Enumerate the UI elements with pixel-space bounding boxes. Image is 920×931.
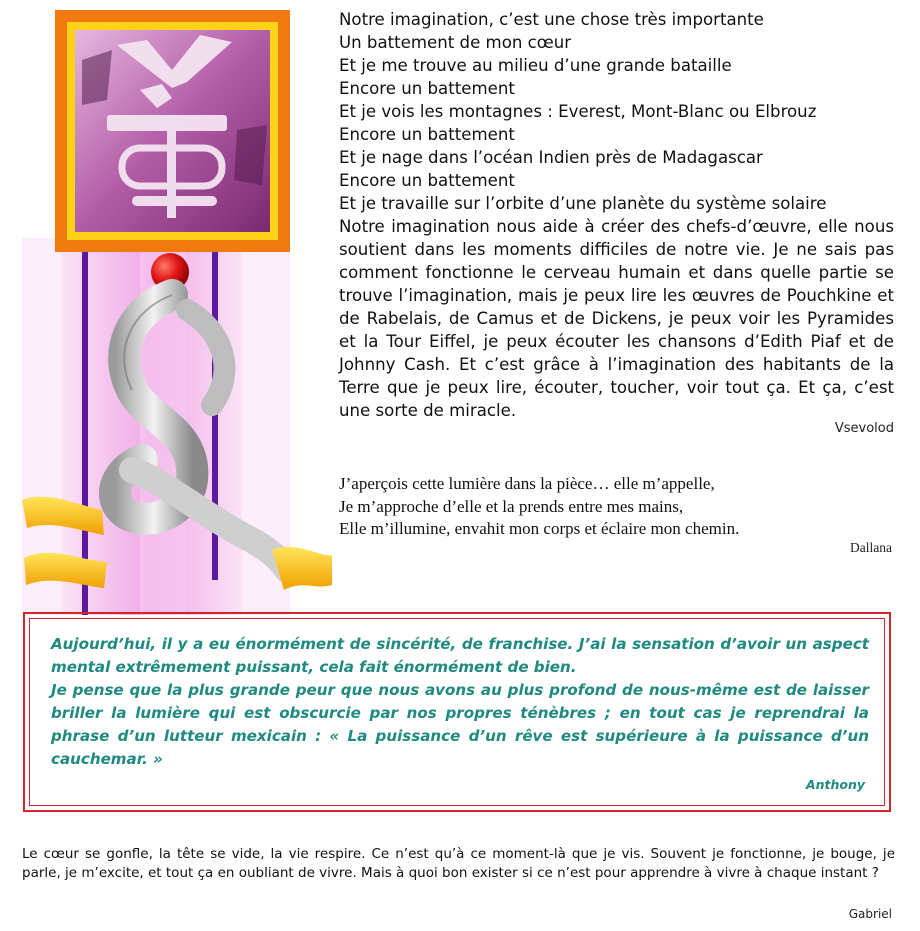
poem-line: Elle m’illumine, envahit mon corps et éclaire mon chemin. xyxy=(339,519,740,538)
quote-box xyxy=(23,612,891,812)
poem-line: Et je travaille sur l’orbite d’une planète du système solaire xyxy=(339,194,827,213)
poem-line: Et je vois les montagnes : Everest, Mont-Blanc ou Elbrouz xyxy=(339,102,817,121)
quote-paragraph: Aujourd’hui, il y a eu énormément de sincérité, de franchise. J’ai la sensation d’avoir un aspect mental extrêmement puissant, cela fait énormément de bien. xyxy=(51,635,869,676)
decorative-illustration xyxy=(22,10,332,615)
closing-paragraph: Le cœur se gonfle, la tête se vide, la vie respire. Ce n’est qu’à ce moment-là que je vis. Souvent je fonctionne, je bouge, je parle, je m’excite, et tout ça en oubliant de vivre. Mais à quoi bon exister si ce n’est pour apprendre à vivre à chaque instant ? xyxy=(22,846,895,881)
poem-line: Je m’approche d’elle et la prends entre mes mains, xyxy=(339,496,684,516)
poem-line: Encore un battement xyxy=(339,171,515,190)
quote-paragraph: Je pense que la plus grande peur que nous avons au plus profond de nous-même est de laisser briller la lumière qui est obscurcie par nos propres ténèbres ; en tout cas je reprendrai la phrase d’un lutteur mexicain : « La puissance d’un rêve est supérieure à la puissance d’un cauchemar. » xyxy=(51,681,869,768)
author-signature-vsevolod: Vsevolod xyxy=(834,421,894,436)
author-signature-anthony: Anthony xyxy=(805,777,865,792)
poem-vsevolod xyxy=(339,8,894,422)
author-signature-gabriel: Gabriel xyxy=(848,907,892,921)
quote-text xyxy=(51,633,869,771)
poem-line: J’aperçois cette lumière dans la pièce… elle m’appelle, xyxy=(339,474,715,493)
poem-line: Un battement de mon cœur xyxy=(339,33,572,52)
poem-line: Encore un battement xyxy=(339,79,515,98)
poem-paragraph: Notre imagination nous aide à créer des chefs-d’œuvre, elle nous soutient dans les moments difficiles de notre vie. Je ne sais pas comment fonctionne le cerveau humain et dans quelle partie se trouve l’imagination, mais je peux lire les œuvres de Pouchkine et de Rabelais, de Camus et de Dickens, je peux voir les Pyramides et la Tour Eiffel, je peux écouter les chansons d’Edith Piaf et de Johnny Cash. Et c’est grâce à l’imagination des habitants de la Terre que je peux lire, écouter, toucher, voir tout ça. Et ça, c’est une sorte de miracle. xyxy=(339,217,894,420)
author-signature-dallana: Dallana xyxy=(850,540,892,555)
poem-line: Et je me trouve au milieu d’une grande bataille xyxy=(339,56,732,75)
poem-line: Et je nage dans l’océan Indien près de Madagascar xyxy=(339,148,763,167)
poem-dallana xyxy=(339,473,899,541)
poem-line: Notre imagination, c’est une chose très importante xyxy=(339,10,764,29)
poem-line: Encore un battement xyxy=(339,125,515,144)
